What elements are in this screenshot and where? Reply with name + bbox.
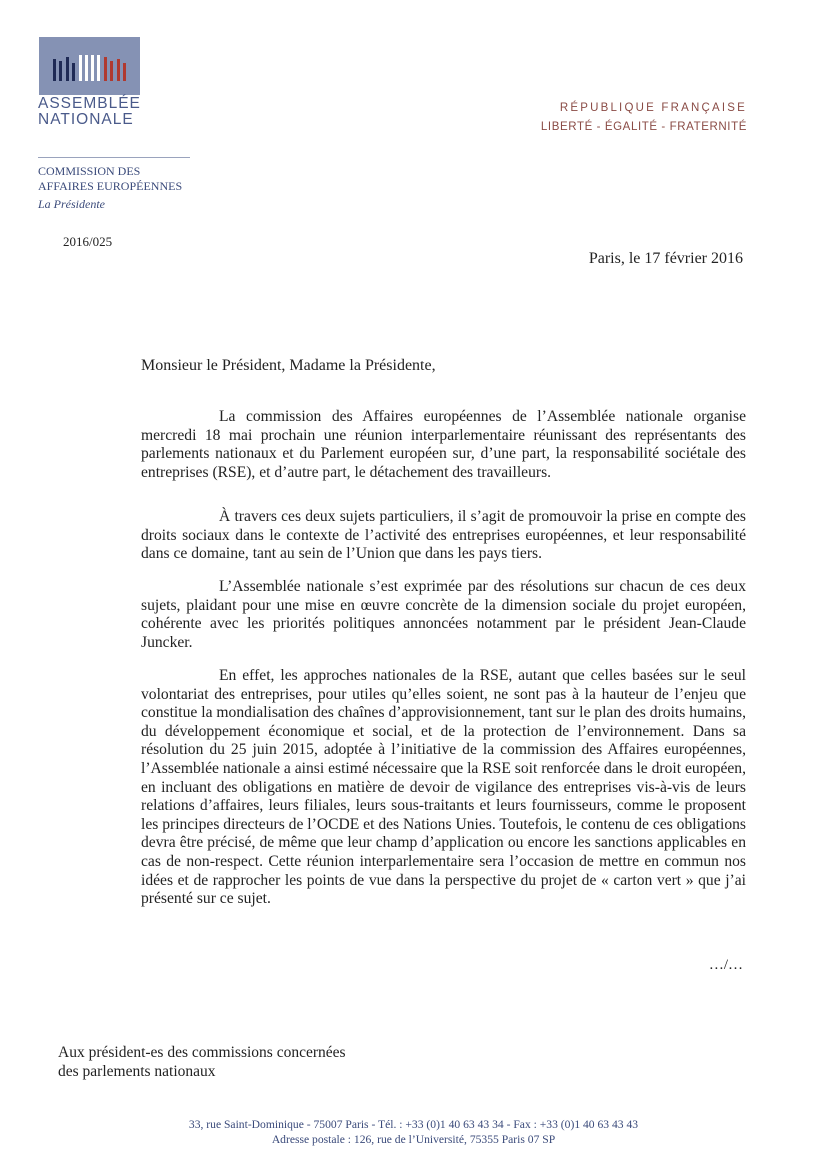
commission-line-2: AFFAIRES EUROPÉENNES (38, 179, 183, 193)
assemblee-logo (39, 37, 140, 95)
body-paragraph-4: En effet, les approches nationales de la RSE, autant que celles basées sur le seul volontariat des entreprises, pour utiles qu’elles soient, ne sont pas à la hauteur de l’enjeu que constitue la mondialisation des chaînes d’approvisionnement, tant sur le plan des droits humains, du développement économique et social, et de la protection de l’environnement. Dans sa résolution du 25 juin 2015, adoptée à l’initiative de la commission des Affaires européennes, l’Assemblée nationale a ainsi estimé nécessaire que la RSE soit renforcée dans le droit européen, en incluant des obligations en matière de devoir de vigilance des entreprises vis-à-vis de leurs relations d’affaires, leurs filiales, leurs sous-traitants et leurs fournisseurs, comme le proposent les principes directeurs de l’OCDE et des Nations Unies. Toutefois, le contenu de ces obligations devra être précisé, de même que leur champ d’application ou encore les sanctions applicables en cas de non-respect. Cette réunion interparlementaire sera l’occasion de mettre en commun nos idées et de rapprocher les points de vue dans la perspective du projet de « carton vert » que j’ai présenté sur ce sujet. (141, 667, 746, 908)
commission-line-1: COMMISSION DES (38, 164, 141, 178)
footer-postal-address: Adresse postale : 126, rue de l’Université, 75355 Paris 07 SP (271, 1133, 556, 1146)
national-motto: LIBERTÉ - ÉGALITÉ - FRATERNITÉ (540, 121, 747, 133)
logo-line-1: ASSEMBLÉE (38, 95, 141, 112)
body-paragraph-2: À travers ces deux sujets particuliers, il s’agit de promouvoir la prise en compte des droits sociaux dans le contexte de l’activité des entreprises européennes, et leur responsabilité dans ce domaine, tant au sein de l’Union que dans les pays tiers. (141, 508, 746, 563)
continued-marker: …/… (708, 957, 743, 973)
commission-name (38, 164, 182, 194)
salutation: Monsieur le Président, Madame la Présidente, (141, 357, 436, 374)
signatory-role: La Présidente (38, 197, 105, 211)
body-paragraph-3: L’Assemblée nationale s’est exprimée par des résolutions sur chacun de ces deux sujets, plaidant pour une mise en œuvre concrète de la dimension sociale du projet européen, cohérente avec les priorités politiques annoncées notamment par le président Jean-Claude Juncker. (141, 578, 746, 651)
recipient-line-2: des parlements nationaux (58, 1063, 216, 1080)
footer-address: 33, rue Saint-Dominique - 75007 Paris - Tél. : +33 (0)1 40 63 43 34 - Fax : +33 (0)1 40 63 43 43 (188, 1118, 639, 1131)
commission-divider (38, 157, 190, 158)
recipient-line-1: Aux président-es des commissions concernées (58, 1044, 346, 1061)
place-date: Paris, le 17 février 2016 (588, 250, 743, 267)
letter-reference: 2016/025 (63, 234, 113, 249)
body-paragraph-1: La commission des Affaires européennes de l’Assemblée nationale organise mercredi 18 mai prochain une réunion interparlementaire réunissant des représentants des parlements nationaux et du Parlement européen sur, d’une part, la responsabilité sociétale des entreprises (RSE), et d’autre part, le détachement des travailleurs. (141, 408, 746, 481)
logo-line-2: NATIONALE (38, 111, 134, 128)
recipient-block (58, 1043, 346, 1081)
republic-heading: RÉPUBLIQUE FRANÇAISE (559, 102, 747, 114)
hemicycle-icon (39, 37, 140, 95)
